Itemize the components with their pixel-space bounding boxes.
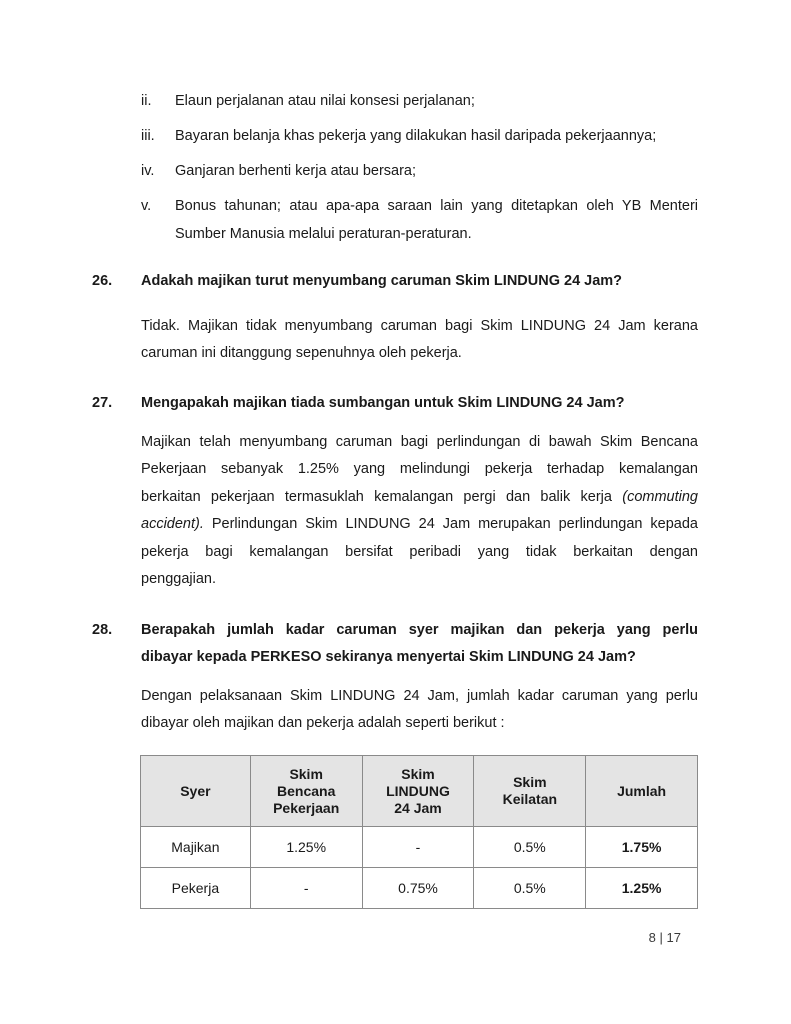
- question-27: Mengapakah majikan tiada sumbangan untuk Skim LINDUNG 24 Jam?: [141, 395, 625, 411]
- answer-27-line3-italic: (commuting: [622, 489, 698, 505]
- page-number: [649, 930, 681, 945]
- answer-27-line2: Pekerjaan sebanyak 1.25% yang melindungi pekerja terhadap kemalangan: [141, 461, 698, 477]
- list-num-ii: ii.: [141, 93, 152, 109]
- cell-lindung: -: [362, 827, 474, 868]
- header-bencana-l3: Pekerjaan: [273, 799, 340, 816]
- answer-27-line4-text: Perlindungan Skim LINDUNG 24 Jam merupakan perlindungan kepada: [203, 516, 698, 532]
- page-current: 8: [648, 930, 656, 945]
- answer-28-line2: dibayar oleh majikan dan pekerja adalah seperti berikut :: [141, 715, 505, 731]
- page-separator: |: [659, 930, 663, 945]
- answer-27-line3-text: berkaitan pekerjaan termasuklah kemalangan pergi dan balik kerja: [141, 489, 623, 505]
- cell-syer: Majikan: [141, 827, 251, 868]
- question-number-28: 28.: [92, 622, 113, 638]
- table-row: [141, 827, 698, 868]
- list-item-v-line2: Sumber Manusia melalui peraturan-peraturan.: [175, 226, 472, 242]
- answer-27-line4-italic: accident).: [141, 516, 204, 532]
- list-num-iii: iii.: [141, 128, 155, 144]
- question-number-26: 26.: [92, 273, 113, 289]
- page-total: 17: [666, 930, 681, 945]
- list-item-iv: Ganjaran berhenti kerja atau bersara;: [175, 163, 417, 179]
- header-bencana-l1: Skim: [289, 765, 323, 782]
- cell-bencana: -: [250, 868, 362, 909]
- answer-26-line1: Tidak. Majikan tidak menyumbang caruman bagi Skim LINDUNG 24 Jam kerana: [141, 318, 698, 334]
- cell-keilatan: 0.5%: [474, 868, 586, 909]
- contribution-rate-table: [140, 755, 698, 909]
- header-keilatan-l2: Keilatan: [502, 791, 558, 807]
- list-num-v: v.: [141, 198, 152, 214]
- cell-bencana: 1.25%: [250, 827, 362, 868]
- header-keilatan: [474, 756, 586, 827]
- question-number-27: 27.: [92, 395, 113, 411]
- question-28-line1: Berapakah jumlah kadar caruman syer majikan dan pekerja yang perlu: [141, 622, 698, 638]
- cell-jumlah: 1.75%: [586, 827, 698, 868]
- cell-jumlah: 1.25%: [586, 868, 698, 909]
- answer-28-line1: Dengan pelaksanaan Skim LINDUNG 24 Jam, jumlah kadar caruman yang perlu: [141, 688, 698, 704]
- header-lindung-l1: Skim: [401, 765, 435, 782]
- header-lindung-l2: LINDUNG: [386, 782, 450, 799]
- list-item-iii: Bayaran belanja khas pekerja yang dilakukan hasil daripada pekerjaannya;: [175, 128, 657, 144]
- question-28-line2: dibayar kepada PERKESO sekiranya menyertai Skim LINDUNG 24 Jam?: [141, 649, 636, 665]
- header-syer-text: Syer: [180, 782, 211, 799]
- cell-keilatan: 0.5%: [474, 827, 586, 868]
- header-lindung-l3: 24 Jam: [394, 799, 442, 816]
- header-syer: [141, 756, 251, 827]
- header-lindung: [362, 756, 474, 827]
- cell-lindung: 0.75%: [362, 868, 474, 909]
- header-bencana-l2: Bencana: [277, 782, 336, 799]
- answer-27-line5: pekerja bagi kemalangan bersifat peribadi yang tidak berkaitan dengan: [141, 544, 698, 560]
- answer-26-line2: caruman ini ditanggung sepenuhnya oleh pekerja.: [141, 345, 462, 361]
- header-keilatan-l1: Skim: [513, 774, 547, 790]
- header-jumlah-text: Jumlah: [617, 782, 667, 799]
- answer-27-line4: [141, 511, 698, 539]
- list-item-v-line1: Bonus tahunan; atau apa-apa saraan lain yang ditetapkan oleh YB Menteri: [175, 198, 698, 214]
- cell-syer: Pekerja: [141, 868, 251, 909]
- table-row: [141, 868, 698, 909]
- header-jumlah: [586, 756, 698, 827]
- list-item-ii: Elaun perjalanan atau nilai konsesi perjalanan;: [175, 93, 475, 109]
- table-header-row: [141, 756, 698, 827]
- answer-27-line1: Majikan telah menyumbang caruman bagi perlindungan di bawah Skim Bencana: [141, 434, 698, 450]
- question-26: Adakah majikan turut menyumbang caruman Skim LINDUNG 24 Jam?: [141, 273, 623, 289]
- header-bencana: [250, 756, 362, 827]
- list-num-iv: iv.: [141, 163, 155, 179]
- answer-27-line3: [141, 484, 698, 512]
- answer-27-line6: penggajian.: [141, 571, 216, 587]
